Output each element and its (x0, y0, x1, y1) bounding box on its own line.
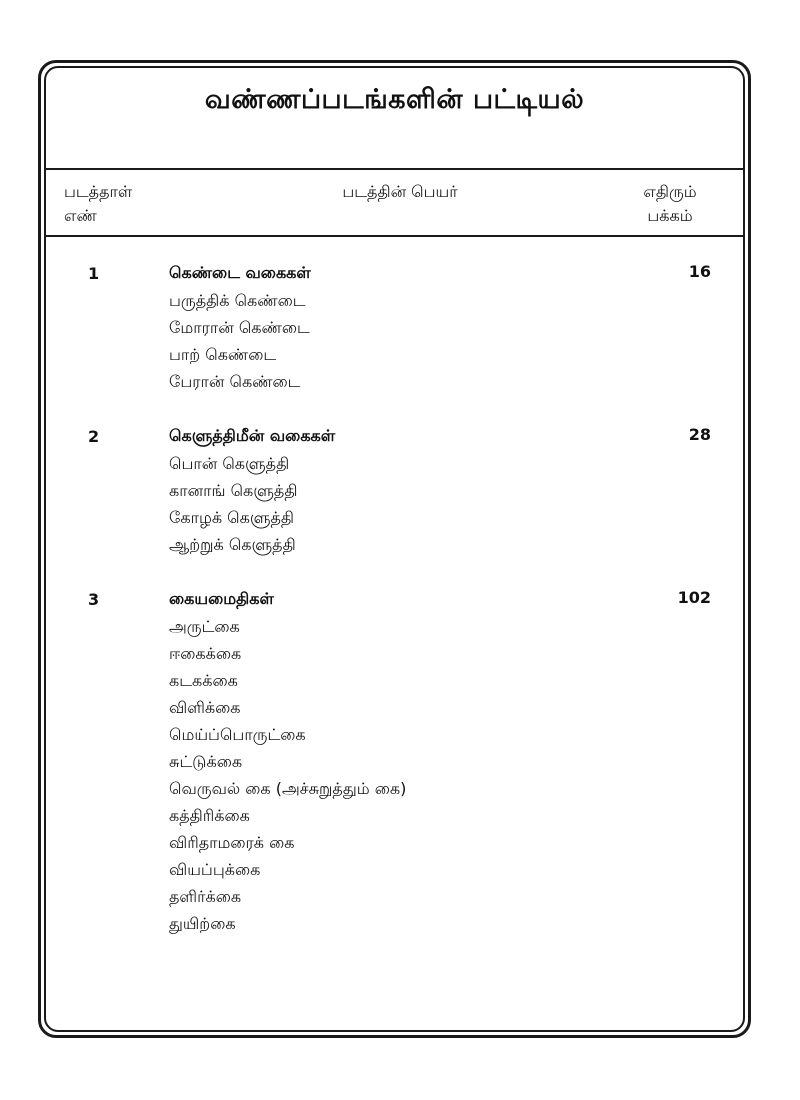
plate-item: வியப்புக்கை (169, 860, 261, 879)
plate-item-list (46, 450, 743, 558)
plate-item: அருட்கை (169, 617, 240, 636)
column-header-plate-name: படத்தின் பெயர் (342, 182, 458, 201)
plate-item: சுட்டுக்கை (169, 752, 243, 771)
plate-item-list (46, 287, 743, 395)
plate-item: தளிர்க்கை (169, 887, 242, 906)
plate-entry-header (46, 260, 743, 287)
plate-entry-header (46, 586, 743, 613)
plate-item: பேரான் கெண்டை (169, 372, 301, 391)
plate-item: மெய்ப்பொருட்கை (169, 725, 306, 744)
page-title: வண்ணப்படங்களின் பட்டியல் (204, 84, 585, 115)
plate-item: விரிதாமரைக் கை (169, 833, 295, 852)
plate-list (46, 260, 743, 965)
plate-item: வெருவல் கை (அச்சுறுத்தும் கை) (169, 779, 407, 798)
plate-number: 1 (88, 264, 100, 283)
plate-entry-3 (46, 586, 743, 937)
plate-item: விளிக்கை (169, 698, 241, 717)
plate-item: கடகக்கை (169, 671, 238, 690)
plate-item: மோரான் கெண்டை (169, 318, 310, 337)
plate-item: பருத்திக் கெண்டை (169, 291, 306, 310)
plate-item: கத்திரிக்கை (169, 806, 250, 825)
plate-item: ஈகைக்கை (169, 644, 242, 663)
plate-entry-2 (46, 423, 743, 558)
plate-title: கெண்டை வகைகள் (169, 263, 311, 282)
plate-number: 3 (88, 590, 100, 609)
header-divider-bottom (46, 235, 743, 237)
plate-page: 102 (677, 588, 711, 607)
column-header-plate-number: படத்தாள் எண் (64, 182, 133, 225)
plate-item-list (46, 613, 743, 937)
plate-item: கானாங் கெளுத்தி (169, 481, 298, 500)
plate-item: துயிற்கை (169, 914, 236, 933)
plate-item: கோழக் கெளுத்தி (169, 508, 295, 527)
plate-title: கெளுத்திமீன் வகைகள் (169, 426, 336, 445)
header-divider-top (46, 168, 743, 170)
plate-number: 2 (88, 427, 100, 446)
plate-entry-header (46, 423, 743, 450)
plate-item: பொன் கெளுத்தி (169, 454, 290, 473)
plate-page: 16 (688, 262, 711, 281)
plate-page: 28 (688, 425, 711, 444)
plate-title: கையமைதிகள் (169, 589, 274, 608)
column-header-facing-page: எதிரும் பக்கம் (643, 182, 697, 225)
plate-item: ஆற்றுக் கெளுத்தி (169, 535, 296, 554)
plate-entry-1 (46, 260, 743, 395)
plate-item: பாற் கெண்டை (169, 345, 277, 364)
